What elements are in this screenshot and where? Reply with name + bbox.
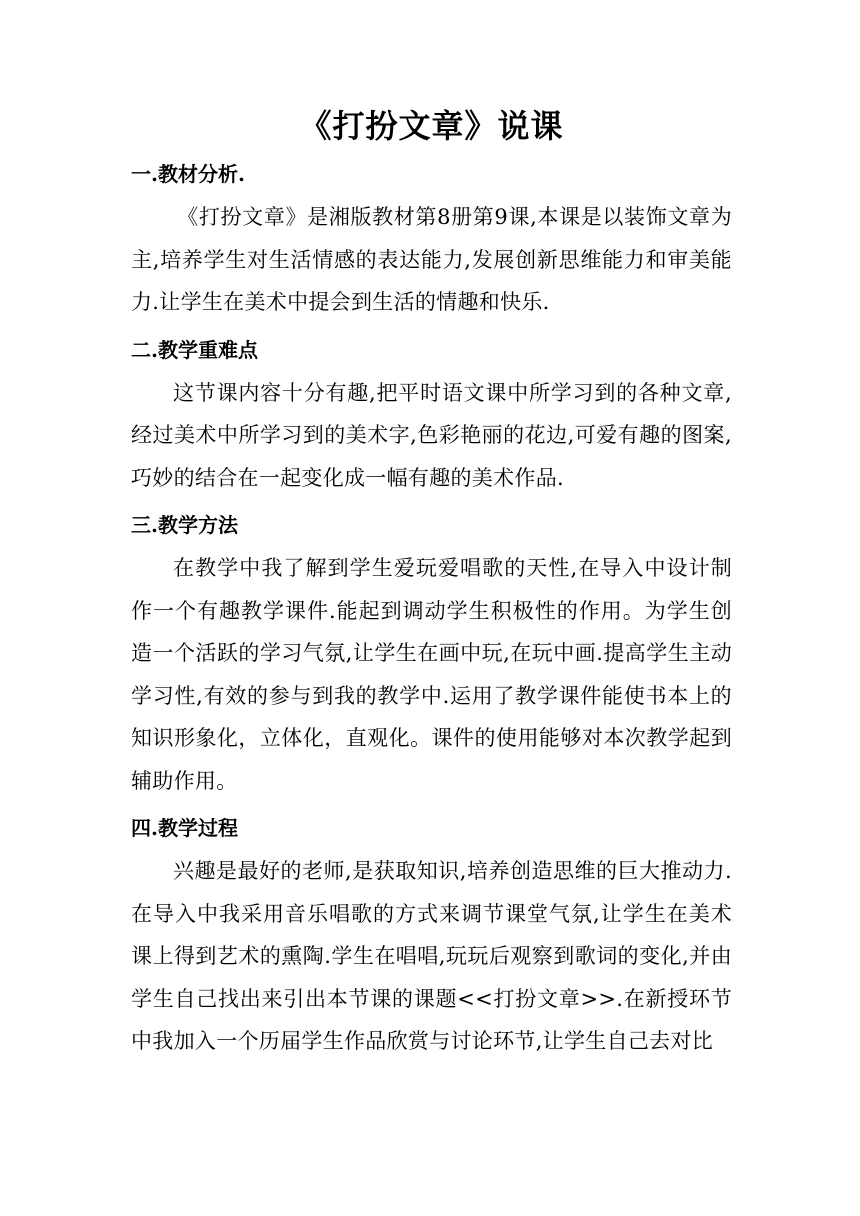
- section-key-difficulties: [131, 328, 732, 500]
- section-heading: 二.教学重难点: [131, 337, 258, 362]
- section-paragraph: 《打扮文章》是湘版教材第8册第9课,本课是以装饰文章为主,培养学生对生活情感的表达能力,发展创新思维能力和审美能力.让学生在美术中提会到生活的情趣和快乐.: [131, 205, 732, 314]
- section-heading: 一.教材分析.: [131, 162, 245, 186]
- section-teaching-methods: [131, 503, 732, 802]
- section-paragraph: 在教学中我了解到学生爱玩爱唱歌的天性,在导入中设计制作一个有趣教学课件.能起到调动学生积极性的作用。为学生创造一个活跃的学习气氛,让学生在画中玩,在玩中画.提高学生主动学习性,有效的参与到我的教学中.运用了教学课件能使书本上的知识形象化，立体化，直观化。课件的使用能够对本次教学起到辅助作用。: [131, 556, 732, 793]
- section-textbook-analysis: [131, 152, 732, 324]
- page-title: 《打扮文章》说课: [299, 107, 564, 145]
- section-paragraph: 这节课内容十分有趣,把平时语文课中所学习到的各种文章,经过美术中所学习到的美术字,色彩艳丽的花边,可爱有趣的图案,巧妙的结合在一起变化成一幅有趣的美术作品.: [131, 380, 732, 490]
- section-teaching-process: [131, 806, 732, 1063]
- section-paragraph: 兴趣是最好的老师,是获取知识,培养创造思维的巨大推动力.在导入中我采用音乐唱歌的方式来调节课堂气氛,让学生在美术课上得到艺术的熏陶.学生在唱唱,玩玩后观察到歌词的变化,并由学生自己找出来引出本节课的课题<<打扮文章>>.在新授环节中我加入一个历届学生作品欣赏与讨论环节,让学生自己去对比: [131, 859, 732, 1053]
- section-heading: 四.教学过程: [131, 816, 238, 840]
- section-heading: 三.教学方法: [131, 513, 238, 537]
